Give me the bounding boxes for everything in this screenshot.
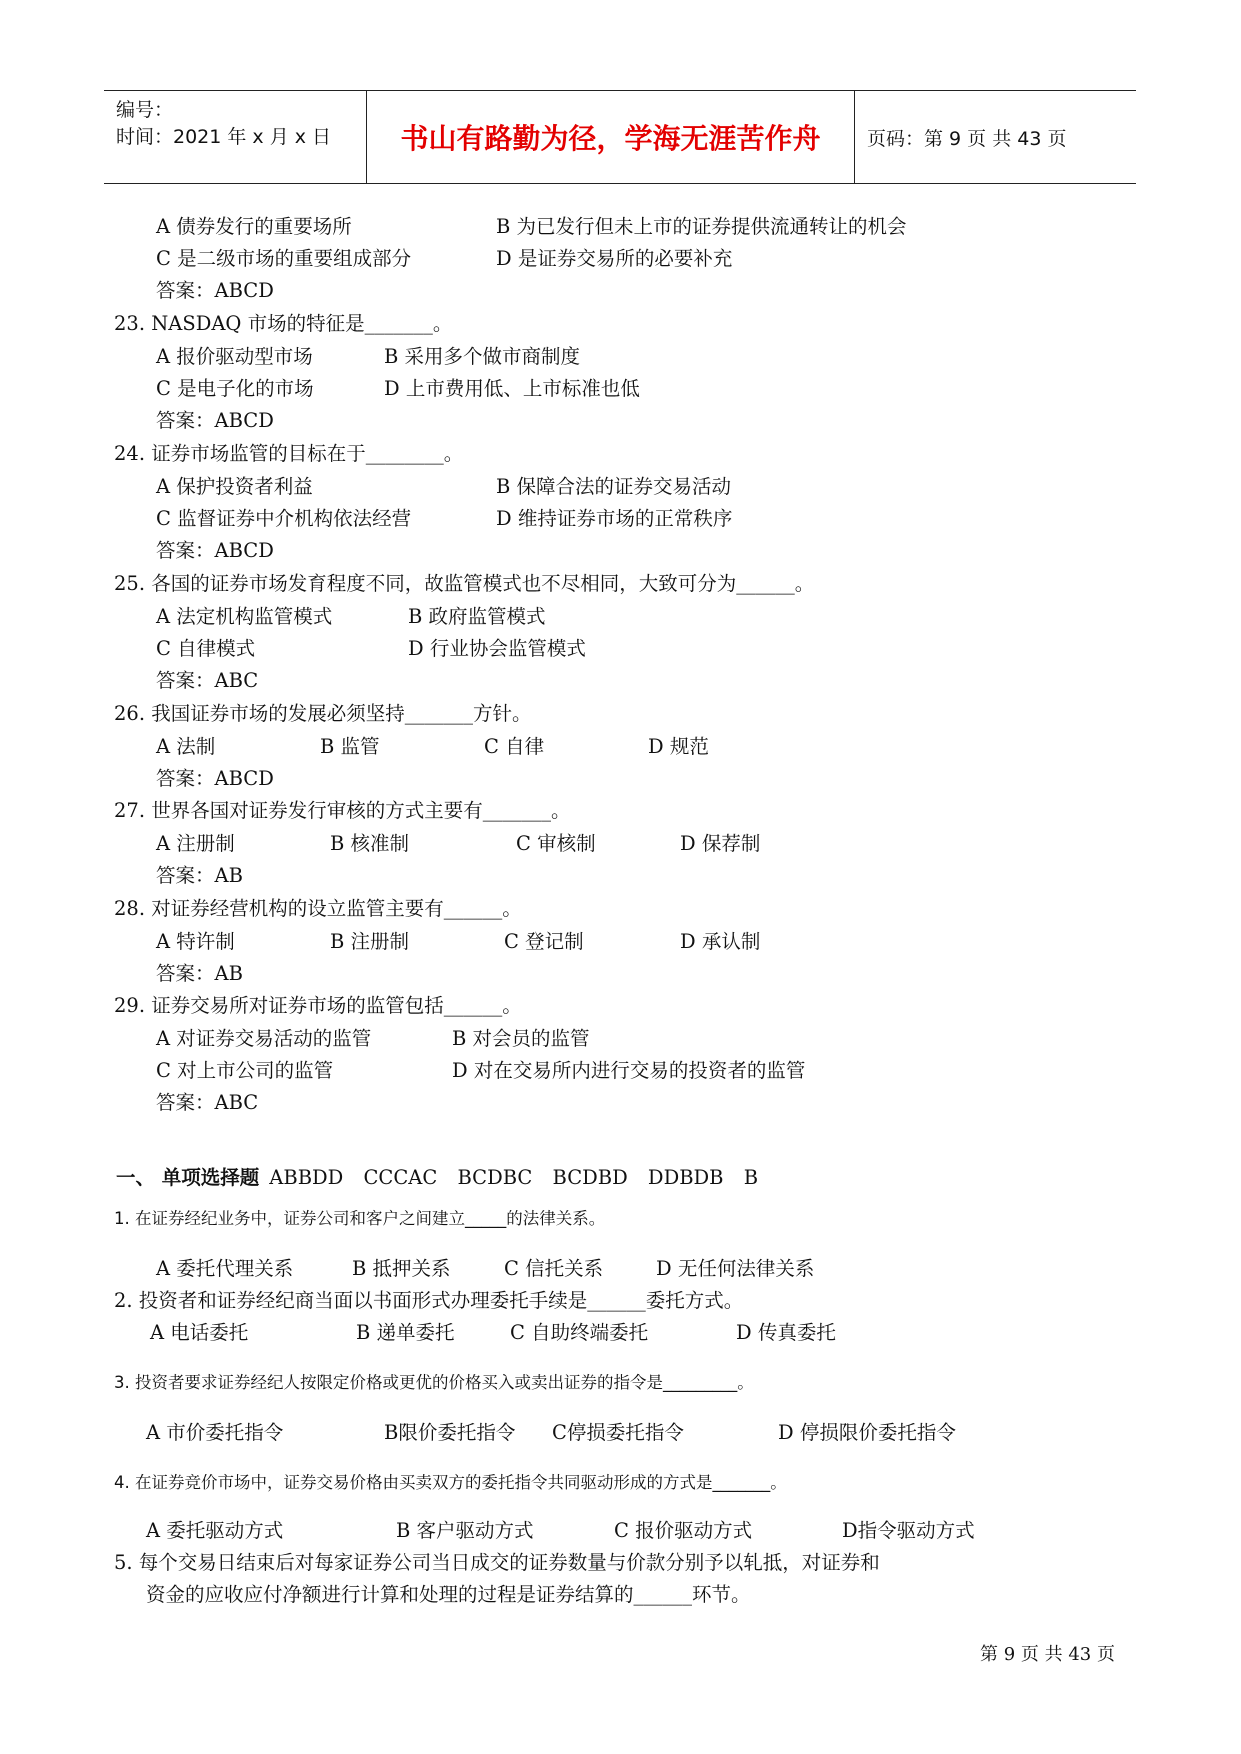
- page-header: [104, 90, 1136, 184]
- text-line: 1. 在证券经纪业务中，证券公司和客户之间建立_____的法律关系。: [114, 1209, 606, 1228]
- text-line: D 规范: [648, 735, 709, 758]
- text-line: C 报价驱动方式: [614, 1519, 753, 1542]
- text-line: D 传真委托: [736, 1321, 836, 1344]
- text-line: D 是证券交易所的必要补充: [496, 247, 733, 270]
- text-line: 答案：ABCD: [156, 279, 274, 302]
- text-line: D 上市费用低、上市标准也低: [384, 377, 640, 400]
- text-line: 5. 每个交易日结束后对每家证券公司当日成交的证券数量与价款分别予以轧抵，对证券和: [114, 1551, 880, 1574]
- text-line: 资金的应收应付净额进行计算和处理的过程是证券结算的______环节。: [146, 1583, 751, 1606]
- text-line: C 是电子化的市场: [156, 377, 314, 400]
- text-line: 3. 投资者要求证券经纪人按限定价格或更优的价格买入或卖出证券的指令是_________。: [114, 1373, 754, 1392]
- text-line: C 是二级市场的重要组成部分: [156, 247, 412, 270]
- text-line: C 登记制: [504, 930, 584, 953]
- text-line: D 行业协会监管模式: [408, 637, 586, 660]
- text-line: 4. 在证券竞价市场中，证券交易价格由买卖双方的委托指令共同驱动形成的方式是_______。: [114, 1473, 787, 1492]
- text-line: B 抵押关系: [352, 1257, 451, 1280]
- text-line: C 自助终端委托: [510, 1321, 649, 1344]
- text-line: A 法制: [156, 735, 216, 758]
- page-footer: 第 9 页 共 43 页: [980, 1644, 1115, 1665]
- text-line: 27. 世界各国对证券发行审核的方式主要有_______。: [114, 799, 571, 822]
- header-meta: [104, 91, 367, 183]
- text-line: A 报价驱动型市场: [156, 345, 313, 368]
- text-line: C 信托关系: [504, 1257, 604, 1280]
- text-line: A 对证券交易活动的监管: [156, 1027, 372, 1050]
- text-line: 26. 我国证券市场的发展必须坚持_______方针。: [114, 702, 532, 725]
- section-answer-key: ABBDD CCCAC BCDBC BCDBD DDBDB B: [269, 1166, 759, 1189]
- text-line: A 注册制: [156, 832, 235, 855]
- header-motto: 书山有路勤为径，学海无涯苦作舟: [367, 91, 855, 183]
- text-line: 23. NASDAQ 市场的特征是_______。: [114, 312, 453, 335]
- text-line: A 市价委托指令: [146, 1421, 284, 1444]
- text-line: B 递单委托: [356, 1321, 455, 1344]
- text-line: C 自律模式: [156, 637, 256, 660]
- text-line: 答案：ABC: [156, 1091, 259, 1114]
- text-line: 25. 各国的证券市场发育程度不同，故监管模式也不尽相同，大致可分为______。: [114, 572, 815, 595]
- text-line: D 维持证券市场的正常秩序: [496, 507, 733, 530]
- text-line: C 审核制: [516, 832, 596, 855]
- text-line: 答案：ABC: [156, 669, 259, 692]
- text-line: A 特许制: [156, 930, 235, 953]
- text-line: 答案：ABCD: [156, 409, 274, 432]
- text-line: A 债券发行的重要场所: [156, 215, 352, 238]
- text-line: B 核准制: [330, 832, 410, 855]
- text-line: B 为已发行但未上市的证券提供流通转让的机会: [496, 215, 907, 238]
- text-line: B 注册制: [330, 930, 410, 953]
- text-line: A 委托代理关系: [156, 1257, 294, 1280]
- text-line: A 保护投资者利益: [156, 475, 313, 498]
- text-line: 28. 对证券经营机构的设立监管主要有______。: [114, 897, 522, 920]
- text-line: B 对会员的监管: [452, 1027, 590, 1050]
- text-line: 答案：ABCD: [156, 539, 274, 562]
- text-line: D 对在交易所内进行交易的投资者的监管: [452, 1059, 806, 1082]
- text-line: B 采用多个做市商制度: [384, 345, 581, 368]
- text-line: B 保障合法的证券交易活动: [496, 475, 732, 498]
- text-line: 24. 证券市场监管的目标在于________。: [114, 442, 464, 465]
- header-time-label: 时间：2021 年 x 月 x 日: [116, 126, 332, 148]
- text-line: C 对上市公司的监管: [156, 1059, 334, 1082]
- section-heading-single-choice: [116, 1162, 758, 1190]
- text-line: A 委托驱动方式: [146, 1519, 284, 1542]
- text-line: 2. 投资者和证券经纪商当面以书面形式办理委托手续是______委托方式。: [114, 1289, 744, 1312]
- text-line: B 政府监管模式: [408, 605, 546, 628]
- text-line: A 法定机构监管模式: [156, 605, 333, 628]
- text-line: C 自律: [484, 735, 545, 758]
- text-line: B 监管: [320, 735, 380, 758]
- text-line: C 监督证券中介机构依法经营: [156, 507, 412, 530]
- text-line: D 保荐制: [680, 832, 761, 855]
- header-page-label: 页码：第 9 页 共 43 页: [867, 127, 1067, 150]
- text-line: 答案：ABCD: [156, 767, 274, 790]
- text-line: D 承认制: [680, 930, 761, 953]
- text-line: 答案：AB: [156, 864, 243, 887]
- text-line: B限价委托指令: [384, 1421, 516, 1444]
- text-line: B 客户驱动方式: [396, 1519, 534, 1542]
- section-heading-title: 一、 单项选择题: [116, 1166, 260, 1189]
- text-line: A 电话委托: [150, 1321, 249, 1344]
- text-line: C停损委托指令: [552, 1421, 684, 1444]
- text-line: D 停损限价委托指令: [778, 1421, 956, 1444]
- text-line: D指令驱动方式: [842, 1519, 975, 1542]
- header-number-label: 编号：: [116, 99, 174, 121]
- text-line: D 无任何法律关系: [656, 1257, 815, 1280]
- text-line: 答案：AB: [156, 962, 243, 985]
- text-line: 29. 证券交易所对证券市场的监管包括______。: [114, 994, 522, 1017]
